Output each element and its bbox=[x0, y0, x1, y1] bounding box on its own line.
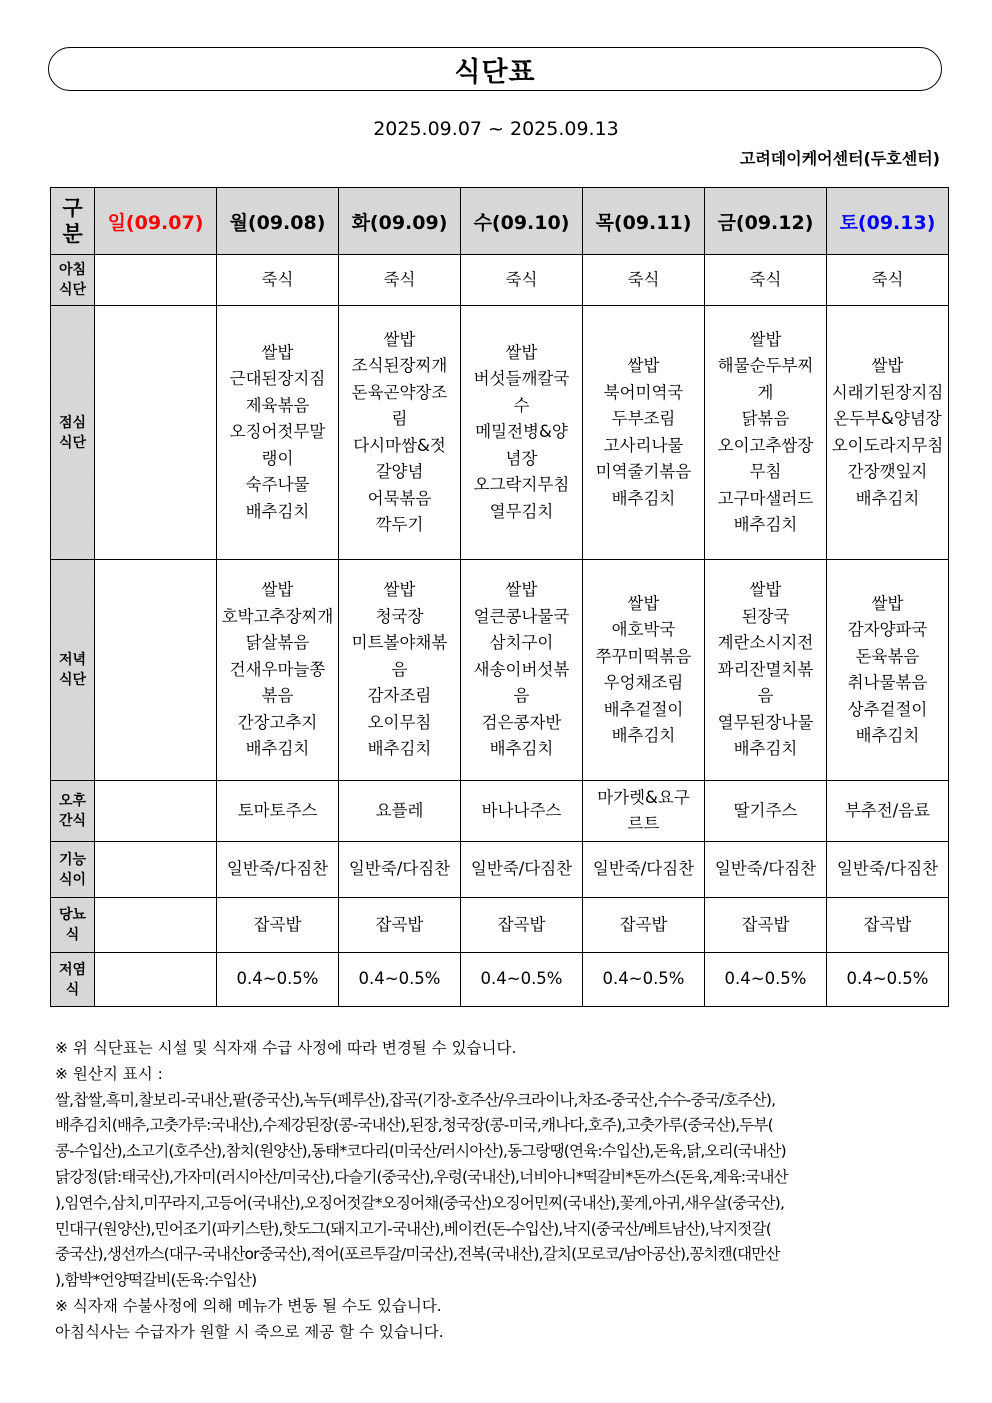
row-breakfast bbox=[51, 255, 949, 306]
menu-cell bbox=[827, 781, 949, 842]
menu-item: 청국장 bbox=[375, 606, 424, 626]
row-label bbox=[51, 781, 95, 842]
day-header: 월(09.08) bbox=[217, 188, 339, 255]
change-notice: ※ 위 식단표는 시설 및 식자재 수급 사정에 따라 변경될 수 있습니다. bbox=[55, 1039, 517, 1057]
menu-item: 념장 bbox=[505, 448, 538, 468]
menu-item: 일반죽/다짐찬 bbox=[592, 859, 695, 879]
menu-cell bbox=[217, 842, 339, 898]
menu-item: 얼큰콩나물국 bbox=[473, 606, 570, 626]
menu-item: 0.4~0.5% bbox=[602, 969, 685, 989]
menu-cell bbox=[705, 255, 827, 306]
row-label-line: 당뇨 bbox=[58, 907, 87, 923]
menu-cell bbox=[95, 781, 217, 842]
row-low-salt bbox=[51, 953, 949, 1007]
menu-item: 쌀밥 bbox=[871, 356, 904, 375]
menu-cell bbox=[95, 560, 217, 781]
row-label-line: 오후 bbox=[58, 793, 87, 809]
menu-item: 꽈리잔멸치볶 bbox=[717, 659, 814, 679]
day-header: 일(09.07) bbox=[95, 188, 217, 255]
corner-label-line: 구 bbox=[62, 196, 83, 220]
menu-item: 온두부&양념장 bbox=[833, 409, 942, 428]
menu-item: 토마토주스 bbox=[237, 800, 318, 820]
menu-cell bbox=[583, 953, 705, 1007]
menu-item: 쌀밥 bbox=[261, 580, 294, 600]
origin-line: 콩-수입산),소고기(호주산),참치(원양산),동태*코다리(미국산/러시아산),동그랑땡(연육:수입산),돈육,닭,오리(국내산) bbox=[55, 1142, 786, 1161]
row-label-line: 식 bbox=[65, 981, 80, 998]
menu-item: 호박고추장찌개 bbox=[221, 606, 334, 626]
menu-item: 배추김치 bbox=[245, 501, 310, 521]
menu-cell bbox=[95, 306, 217, 560]
row-functional bbox=[51, 842, 949, 898]
menu-item: 해물순두부찌 bbox=[717, 356, 814, 375]
menu-item: 간장고추지 bbox=[237, 712, 318, 732]
menu-cell bbox=[705, 953, 827, 1007]
origin-line: 배추김치(배추,고춧가루:국내산),수제강된장(콩-국내산),된장,청국장(콩-미국,캐나다,호주),고춧가루(중국산),두부( bbox=[55, 1116, 773, 1135]
menu-item: 어묵볶음 bbox=[367, 488, 432, 508]
menu-item: 배추김치 bbox=[489, 739, 554, 759]
menu-cell bbox=[95, 255, 217, 306]
menu-item: 잡곡밥 bbox=[741, 914, 790, 934]
menu-item: 취나물볶음 bbox=[847, 673, 928, 692]
menu-cell bbox=[705, 560, 827, 781]
day-header: 수(09.10) bbox=[461, 188, 583, 255]
menu-cell bbox=[583, 255, 705, 306]
menu-item: 0.4~0.5% bbox=[236, 969, 319, 989]
page-title: 식단표 bbox=[454, 56, 536, 88]
menu-item: 일반죽/다짐찬 bbox=[836, 859, 939, 879]
date-range: 2025.09.07 ~ 2025.09.13 bbox=[373, 118, 619, 140]
menu-item: 열무김치 bbox=[489, 501, 554, 521]
menu-item: 0.4~0.5% bbox=[724, 969, 807, 989]
menu-item: 시래기된장지짐 bbox=[831, 382, 944, 402]
menu-item: 다시마쌈&젓 bbox=[353, 435, 446, 455]
menu-item: 음 bbox=[513, 686, 530, 706]
meal-table bbox=[50, 187, 949, 1007]
menu-item: 죽식 bbox=[505, 269, 538, 289]
menu-item: 잡곡밥 bbox=[253, 914, 302, 934]
menu-cell bbox=[705, 842, 827, 898]
row-label-line: 저염 bbox=[58, 961, 87, 978]
menu-cell bbox=[583, 781, 705, 842]
day-header: 토(09.13) bbox=[827, 188, 949, 255]
menu-item: 새송이버섯볶 bbox=[473, 659, 570, 679]
menu-item: 계란소시지전 bbox=[717, 633, 814, 653]
menu-item: 오이무침 bbox=[367, 712, 432, 732]
menu-item: 갈양념 bbox=[375, 462, 424, 481]
menu-item: 0.4~0.5% bbox=[846, 969, 929, 989]
menu-item: 쌀밥 bbox=[627, 593, 660, 613]
row-label bbox=[51, 898, 95, 953]
menu-item: 게 bbox=[757, 382, 774, 402]
menu-item: 0.4~0.5% bbox=[480, 969, 563, 989]
menu-cell bbox=[217, 560, 339, 781]
row-snack bbox=[51, 781, 949, 842]
menu-cell bbox=[827, 306, 949, 560]
menu-item: 오징어젓무말 bbox=[229, 422, 326, 442]
menu-cell bbox=[339, 781, 461, 842]
menu-item: 잡곡밥 bbox=[863, 914, 912, 934]
origin-list bbox=[55, 1088, 945, 1294]
menu-cell bbox=[217, 781, 339, 842]
menu-item: 두부조림 bbox=[611, 409, 676, 428]
menu-cell bbox=[827, 898, 949, 953]
menu-item: 쌀밥 bbox=[749, 580, 782, 600]
menu-cell bbox=[583, 842, 705, 898]
menu-item: 쌀밥 bbox=[871, 593, 904, 613]
menu-item: 죽식 bbox=[871, 269, 904, 289]
menu-cell bbox=[583, 560, 705, 781]
menu-cell bbox=[217, 255, 339, 306]
row-label-line: 식단 bbox=[58, 434, 87, 451]
menu-item: 배추김치 bbox=[611, 726, 676, 745]
row-label-line: 식 bbox=[65, 927, 80, 943]
menu-cell bbox=[217, 953, 339, 1007]
menu-cell bbox=[339, 898, 461, 953]
menu-item: 쌀밥 bbox=[383, 329, 416, 349]
menu-item: 건새우마늘쫑 bbox=[229, 659, 326, 679]
menu-cell bbox=[461, 781, 583, 842]
origin-line: 쌀,찹쌀,흑미,찰보리-국내산,팥(중국산),녹두(페루산),잡곡(기장-호주산/우크라이나,차조-중국산,수수-중국/호주산), bbox=[55, 1090, 776, 1109]
menu-item: 배추김치 bbox=[733, 515, 798, 534]
day-header: 화(09.09) bbox=[339, 188, 461, 255]
menu-item: 쌀밥 bbox=[505, 580, 538, 600]
menu-item: 검은콩자반 bbox=[481, 712, 562, 732]
menu-item: 잡곡밥 bbox=[497, 914, 546, 934]
menu-item: 일반죽/다짐찬 bbox=[714, 859, 817, 879]
menu-cell bbox=[705, 898, 827, 953]
menu-item: 오그락지무침 bbox=[473, 475, 570, 495]
menu-item: 수 bbox=[513, 395, 530, 415]
row-label-line: 저녁 bbox=[58, 652, 87, 668]
menu-item: 잡곡밥 bbox=[375, 914, 424, 934]
row-lunch bbox=[51, 306, 949, 560]
menu-item: 일반죽/다짐찬 bbox=[470, 859, 573, 879]
menu-cell bbox=[827, 842, 949, 898]
menu-item: 랭이 bbox=[261, 448, 294, 468]
menu-cell bbox=[705, 306, 827, 560]
menu-item: 북어미역국 bbox=[603, 382, 684, 402]
menu-item: 죽식 bbox=[627, 269, 660, 289]
menu-item: 쭈꾸미떡볶음 bbox=[595, 646, 692, 666]
menu-cell bbox=[95, 953, 217, 1007]
origin-line: 중국산),생선까스(대구-국내산or중국산),적어(포르투갈/미국산),전복(국내산),갈치(모로코/남아공산),꽁치캔(대만산 bbox=[55, 1245, 780, 1264]
menu-item: 돈육곤약장조 bbox=[351, 382, 448, 402]
menu-item: 쌀밥 bbox=[261, 342, 294, 362]
menu-item: 오이도라지무침 bbox=[831, 435, 944, 455]
row-label-line: 기능 bbox=[58, 851, 87, 868]
row-label-line: 식단 bbox=[58, 672, 87, 688]
menu-cell bbox=[339, 560, 461, 781]
menu-cell bbox=[217, 898, 339, 953]
menu-item: 볶음 bbox=[261, 686, 294, 706]
menu-item: 근대된장지짐 bbox=[229, 369, 326, 389]
row-label bbox=[51, 255, 95, 306]
center-name: 고려데이케어센터(두호센터) bbox=[739, 149, 940, 168]
menu-item: 배추김치 bbox=[245, 739, 310, 759]
menu-cell bbox=[217, 306, 339, 560]
menu-item: 오이고추쌈장 bbox=[717, 435, 814, 455]
menu-item: 깍두기 bbox=[375, 515, 424, 534]
row-label-line: 식단 bbox=[58, 282, 87, 298]
header-row bbox=[51, 188, 949, 255]
menu-cell bbox=[461, 898, 583, 953]
row-label-line: 아침 bbox=[58, 262, 87, 278]
supply-notice: ※ 식자재 수불사정에 의해 메뉴가 변동 될 수도 있습니다. bbox=[55, 1296, 442, 1315]
origin-line: ),함박*언양떡갈비(돈육:수입산) bbox=[55, 1271, 257, 1290]
corner-label bbox=[51, 188, 95, 255]
menu-item: 쌀밥 bbox=[505, 342, 538, 362]
row-label bbox=[51, 842, 95, 898]
row-label bbox=[51, 306, 95, 560]
menu-item: 죽식 bbox=[383, 269, 416, 289]
menu-item: 배추김치 bbox=[367, 739, 432, 759]
menu-item: 무침 bbox=[749, 462, 782, 481]
title-banner bbox=[48, 47, 942, 91]
menu-cell bbox=[95, 898, 217, 953]
day-header: 금(09.12) bbox=[705, 188, 827, 255]
menu-cell bbox=[339, 306, 461, 560]
menu-cell bbox=[461, 953, 583, 1007]
menu-item: 우엉채조림 bbox=[603, 673, 684, 692]
menu-item: 된장국 bbox=[741, 606, 790, 626]
menu-cell bbox=[827, 255, 949, 306]
menu-item: 돈육볶음 bbox=[855, 646, 920, 666]
menu-item: 쌀밥 bbox=[383, 580, 416, 600]
menu-item: 배추김치 bbox=[611, 488, 676, 508]
menu-item: 상추겉절이 bbox=[847, 699, 928, 719]
menu-item: 마가렛&요구 bbox=[597, 787, 690, 807]
origin-line: 닭강정(닭:태국산),가자미(러시아산/미국산),다슬기(중국산),우렁(국내산),너비아니*떡갈비*돈까스(돈육,계육:국내산 bbox=[55, 1167, 788, 1186]
menu-cell bbox=[339, 255, 461, 306]
menu-item: 조식된장찌개 bbox=[351, 356, 448, 375]
menu-cell bbox=[827, 560, 949, 781]
menu-item: 쌀밥 bbox=[627, 356, 660, 375]
menu-item: 간장깻잎지 bbox=[847, 462, 928, 481]
menu-item: 고구마샐러드 bbox=[717, 488, 814, 508]
origin-heading: ※ 원산지 표시 : bbox=[55, 1064, 163, 1083]
menu-item: 닭살볶음 bbox=[245, 633, 310, 653]
menu-item: 미역줄기볶음 bbox=[595, 462, 692, 481]
row-diabetic bbox=[51, 898, 949, 953]
row-label-line: 점심 bbox=[58, 414, 87, 431]
menu-item: 죽식 bbox=[749, 269, 782, 289]
menu-item: 부추전/음료 bbox=[844, 800, 931, 820]
menu-cell bbox=[339, 842, 461, 898]
menu-item: 음 bbox=[391, 659, 408, 679]
breakfast-notice: 아침식사는 수급자가 원할 시 죽으로 제공 할 수 있습니다. bbox=[55, 1322, 444, 1341]
menu-item: 버섯들깨칼국 bbox=[473, 369, 570, 389]
notes-section bbox=[55, 1036, 945, 1346]
menu-item: 요플레 bbox=[375, 800, 424, 820]
menu-item: 잡곡밥 bbox=[619, 914, 668, 934]
menu-item: 바나나주스 bbox=[481, 800, 562, 820]
menu-item: 일반죽/다짐찬 bbox=[226, 859, 329, 879]
menu-cell bbox=[461, 255, 583, 306]
menu-cell bbox=[339, 953, 461, 1007]
origin-line: ),임연수,삼치,미꾸라지,고등어(국내산),오징어젓갈*오징어채(중국산)오징어민찌(국내산),꽃게,아귀,새우살(중국산), bbox=[55, 1193, 785, 1212]
menu-item: 삼치구이 bbox=[489, 633, 554, 653]
menu-item: 제육볶음 bbox=[245, 395, 310, 415]
menu-item: 배추김치 bbox=[733, 739, 798, 759]
menu-cell bbox=[461, 842, 583, 898]
menu-cell bbox=[461, 306, 583, 560]
menu-item: 배추겉절이 bbox=[603, 699, 684, 719]
menu-item: 열무된장나물 bbox=[717, 712, 814, 732]
menu-item: 음 bbox=[757, 686, 774, 706]
menu-item: 죽식 bbox=[261, 269, 294, 289]
day-header: 목(09.11) bbox=[583, 188, 705, 255]
row-dinner bbox=[51, 560, 949, 781]
menu-cell bbox=[583, 306, 705, 560]
menu-item: 배추김치 bbox=[855, 726, 920, 745]
menu-item: 미트볼야채볶 bbox=[351, 633, 448, 653]
menu-item: 고사리나물 bbox=[603, 435, 684, 455]
menu-item: 르트 bbox=[627, 814, 660, 833]
menu-item: 감자양파국 bbox=[847, 620, 928, 639]
menu-item: 쌀밥 bbox=[749, 329, 782, 349]
row-label-line: 식이 bbox=[58, 871, 87, 888]
menu-item: 림 bbox=[391, 409, 408, 428]
menu-item: 감자조림 bbox=[367, 686, 432, 706]
origin-line: 민대구(원양산),민어조기(파키스탄),핫도그(돼지고기-국내산),베이컨(돈-수입산),낙지(중국산/베트남산),낙지젓갈( bbox=[55, 1219, 771, 1238]
menu-item: 메밀전병&양 bbox=[475, 422, 568, 442]
menu-cell bbox=[95, 842, 217, 898]
menu-cell bbox=[827, 953, 949, 1007]
menu-cell bbox=[461, 560, 583, 781]
menu-item: 숙주나물 bbox=[245, 475, 310, 495]
row-label bbox=[51, 560, 95, 781]
menu-item: 닭볶음 bbox=[741, 409, 790, 428]
menu-item: 애호박국 bbox=[611, 620, 676, 639]
menu-item: 딸기주스 bbox=[733, 800, 798, 820]
menu-item: 배추김치 bbox=[855, 488, 920, 508]
menu-cell bbox=[705, 781, 827, 842]
menu-cell bbox=[583, 898, 705, 953]
menu-item: 일반죽/다짐찬 bbox=[348, 859, 451, 879]
menu-item: 0.4~0.5% bbox=[358, 969, 441, 989]
row-label bbox=[51, 953, 95, 1007]
row-label-line: 간식 bbox=[58, 813, 87, 829]
corner-label-line: 분 bbox=[62, 222, 83, 246]
